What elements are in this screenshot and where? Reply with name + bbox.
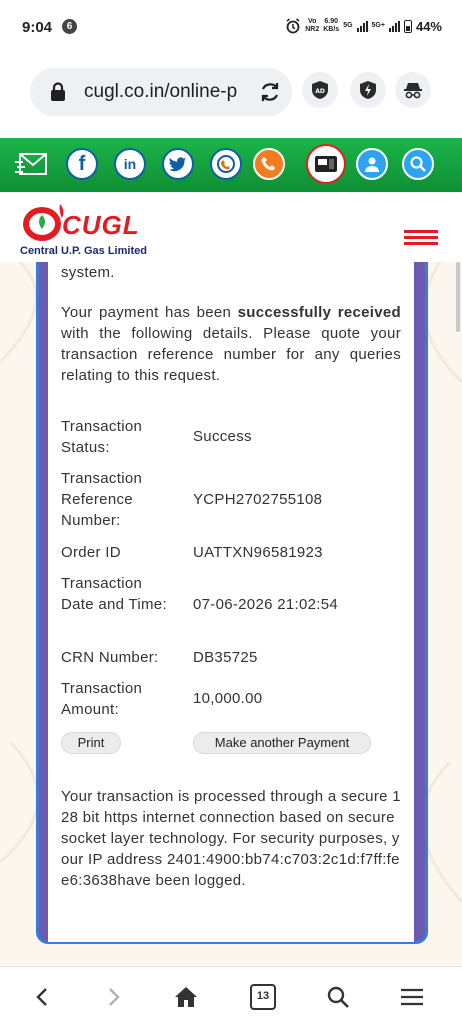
make-another-payment-button[interactable]: Make another Payment (193, 732, 371, 754)
helpline-icon[interactable] (253, 148, 285, 180)
network-speed: 6.90 KB/s (323, 18, 340, 33)
datetime-value: 07-06-2026 21:02:54 (193, 596, 338, 613)
payment-intro: Your payment has been successfully received with the following details. Please quote your transaction reference number for any queries relating to this request. (61, 304, 401, 384)
truncated-text: system. (61, 264, 115, 281)
browser-toolbar (0, 56, 462, 136)
url-text[interactable]: cugl.co.in/online-p (84, 81, 238, 102)
status-indicators (285, 18, 442, 34)
logo-text[interactable]: CUGL (62, 210, 140, 240)
address-bar[interactable] (30, 68, 292, 116)
status-label: Transaction Status: (61, 418, 143, 456)
logo-subtitle: Central U.P. Gas Limited (20, 245, 147, 257)
signal-icon (357, 21, 368, 32)
incognito-extension-button[interactable] (395, 72, 431, 108)
incognito-icon (403, 80, 423, 100)
site-header (0, 192, 462, 272)
menu-icon[interactable] (398, 983, 426, 1011)
reference-value: YCPH2702755108 (193, 491, 323, 508)
battery-icon (404, 20, 412, 33)
battery-percent: 44% (415, 18, 442, 34)
amount-label: Transaction Amount: (61, 680, 143, 718)
reference-label: Transaction Reference Number: (61, 470, 143, 529)
order-id-label: Order ID (61, 544, 121, 561)
lock-icon[interactable] (50, 82, 66, 102)
page-scrollbar[interactable] (456, 262, 460, 332)
search-icon[interactable] (402, 148, 434, 180)
bill-desk-icon[interactable] (306, 144, 346, 184)
home-icon[interactable] (172, 983, 200, 1011)
ad-block-icon (310, 80, 330, 100)
reload-icon[interactable] (258, 80, 282, 104)
hamburger-menu-icon[interactable] (404, 230, 438, 246)
shield-bolt-icon (358, 80, 378, 100)
social-bar (0, 138, 462, 192)
user-profile-icon[interactable] (356, 148, 388, 180)
whatsapp-icon[interactable] (210, 148, 242, 180)
tab-count-button[interactable]: 13 (250, 984, 276, 1010)
status-value: Success (193, 428, 252, 445)
shield-extension-button[interactable] (350, 72, 386, 108)
notification-count-badge: 6 (62, 19, 77, 34)
forward-icon[interactable] (100, 983, 128, 1011)
search-icon[interactable] (324, 983, 352, 1011)
volte-indicator: Vo NR2 (305, 18, 320, 33)
adblock-extension-button[interactable] (302, 72, 338, 108)
crn-value: DB35725 (193, 649, 258, 666)
print-button[interactable]: Print (61, 732, 121, 754)
alarm-icon (285, 18, 301, 34)
network-type-1: 5G (343, 22, 353, 29)
order-id-value: UATTXN96581923 (193, 544, 323, 561)
mail-icon[interactable] (14, 150, 50, 180)
cugl-logo-flame-icon[interactable] (20, 202, 68, 242)
crn-label: CRN Number: (61, 649, 159, 666)
linkedin-icon[interactable]: in (114, 148, 146, 180)
status-time: 9:04 (22, 19, 53, 36)
security-note: Your transaction is processed through a secure 128 bit https internet connection based on secure socket layer technology. For security purposes, your IP address 2401:4900:bb74:c703:2c1d:f7ff:fee6:3638have been logged. (61, 788, 401, 889)
back-icon[interactable] (28, 983, 56, 1011)
datetime-label: Transaction Date and Time: (61, 575, 167, 613)
twitter-icon[interactable] (162, 148, 194, 180)
signal-icon-2 (389, 21, 400, 32)
network-type-2: 5G+ (371, 22, 385, 29)
status-bar (0, 0, 462, 56)
facebook-icon[interactable]: f (66, 148, 98, 180)
svg-text:AD: AD (315, 88, 325, 95)
browser-bottom-nav (0, 966, 462, 1024)
amount-value: 10,000.00 (193, 690, 263, 707)
